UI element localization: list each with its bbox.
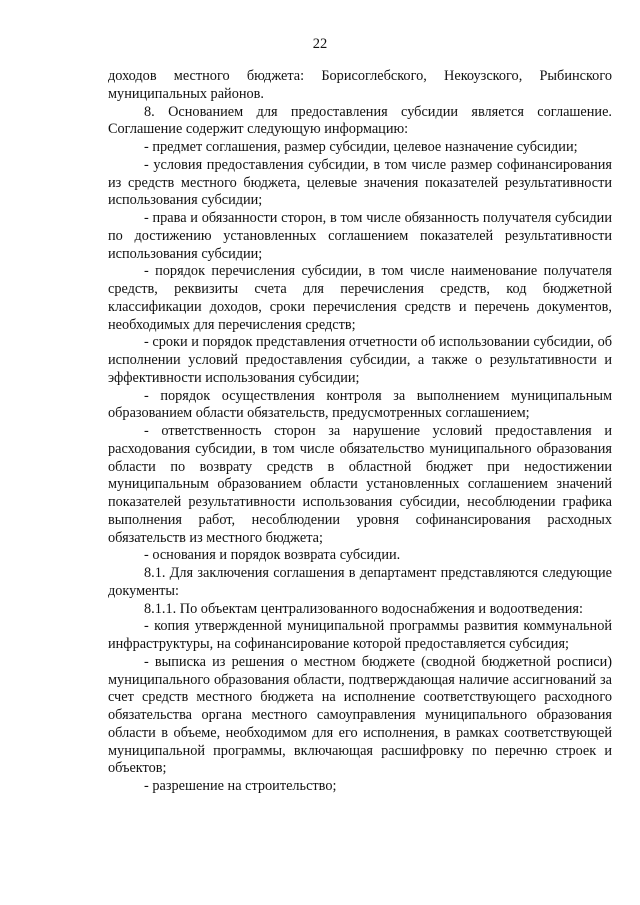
list-item-building-permit: - разрешение на строительство; xyxy=(144,778,337,794)
list-item-subject: - предмет соглашения, размер субсидии, целевое назначение субсидии; xyxy=(144,139,578,155)
paragraph-clause-8-1-1: 8.1.1. По объектам централизованного водоснабжения и водоотведения: xyxy=(144,600,583,617)
list-item-program-copy: - копия утвержденной муниципальной программы развития коммунальной инфраструктуры, на софинансирование которой предоставляется субсидия; xyxy=(108,618,612,652)
list-item-budget-extract: - выписка из решения о местном бюджете (сводной бюджетной росписи) муниципального образования области, подтверждающая наличие ассигнований за счет средств местного бюджета на исполнение соответствующего расходного обязательства органа местного самоуправления муниципального образования области в объеме, необходимом для его исполнения, в рамках соответствующей муниципальной программы, включающая расшифровку по перечню строек и объектов; xyxy=(108,653,612,777)
list-item-responsibility: - ответственность сторон за нарушение условий предоставления и расходования субсидии, в том числе обязательство муниципального образования области по возврату средств в областной бюджет при недостижении муниципальным образованием области установленных соглашением значений показателей результативности использования субсидии, несоблюдении графика выполнения работ, несоблюдении уровня софинансирования расходных обязательств из местного бюджета; xyxy=(108,423,612,546)
paragraph-continuation: доходов местного бюджета: Борисоглебского, Некоузского, Рыбинского муниципальных районов. xyxy=(108,68,612,102)
document-body xyxy=(108,68,612,796)
paragraph-clause-8-1: 8.1. Для заключения соглашения в департамент представляются следующие документы: xyxy=(108,565,612,599)
list-item-conditions: - условия предоставления субсидии, в том числе размер софинансирования из средств местного бюджета, целевые значения показателей результативности использования субсидии; xyxy=(108,156,612,209)
page-number: 22 xyxy=(312,36,328,52)
paragraph-clause-8: 8. Основанием для предоставления субсидии является соглашение. Соглашение содержит следующую информацию: xyxy=(108,103,612,138)
list-item-control: - порядок осуществления контроля за выполнением муниципальным образованием области обязательств, предусмотренных соглашением; xyxy=(108,387,612,422)
list-item-reporting: - сроки и порядок представления отчетности об использовании субсидии, об исполнении условий предоставления субсидии, а также о результативности и эффективности использования субсидии; xyxy=(108,334,612,386)
list-item-rights: - права и обязанности сторон, в том числе обязанность получателя субсидии по достижению установленных соглашением показателей результативности использования субсидии; xyxy=(108,210,612,262)
list-item-refund: - основания и порядок возврата субсидии. xyxy=(144,547,401,564)
list-item-transfer-order: - порядок перечисления субсидии, в том числе наименование получателя средств, реквизиты счета для перечисления средств, код бюджетной классификации доходов, сроки перечисления средств и перечень документов, необходимых для перечисления средств; xyxy=(108,263,612,333)
